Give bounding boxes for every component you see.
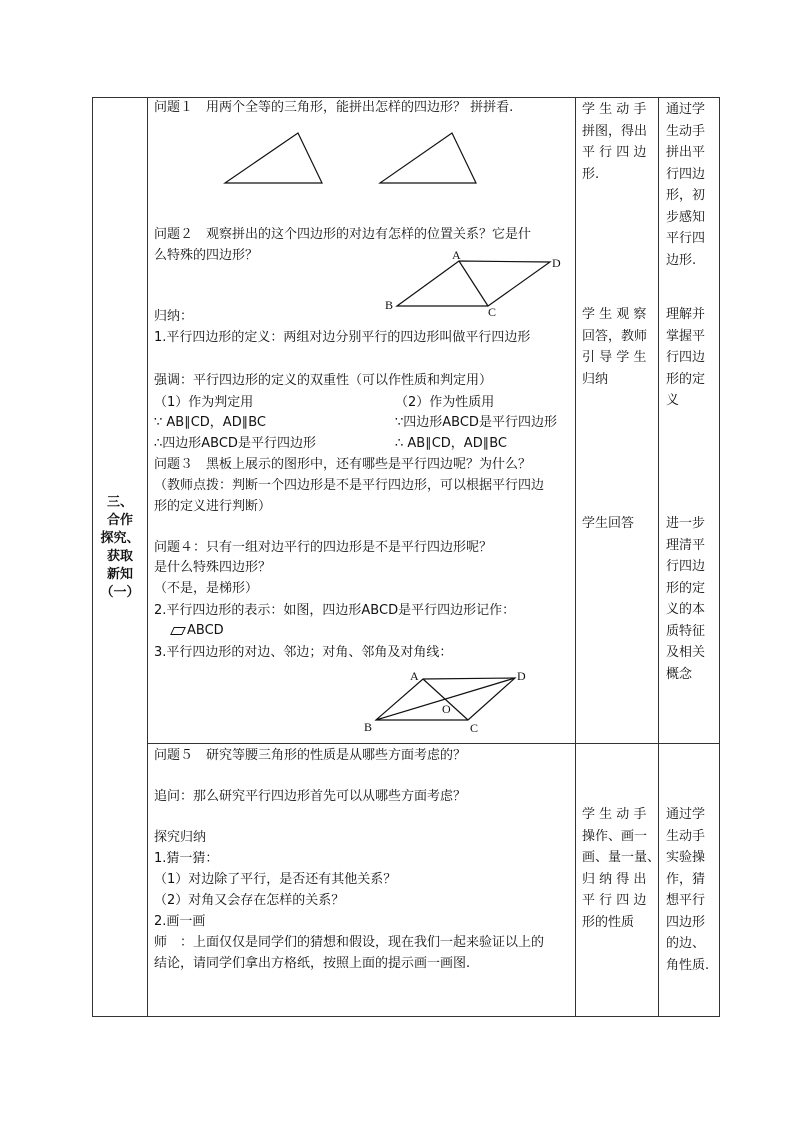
student-activity-line: 归纳	[582, 371, 609, 387]
section-label-line: 三、	[106, 495, 133, 510]
student-activity-line: 归 纳 得 出	[582, 871, 647, 887]
design-intent-line: 角性质.	[666, 957, 710, 973]
property-use-given: ∵四边形ABCD是平行四边形	[395, 415, 557, 430]
design-intent-line: 掌握平	[666, 328, 706, 344]
problem-3-line3: 形的定义进行判断）	[154, 499, 272, 514]
guess-question-1: （1）对边除了平行，是否还有其他关系？	[154, 872, 397, 887]
student-activity-line: 平 行 四 边	[582, 145, 647, 160]
problem-5: 问题５ 研究等腰三角形的性质是从哪些方面考虑的？	[154, 748, 467, 763]
design-intent-line: 通过学	[666, 807, 706, 822]
section-label-line: （一）	[100, 585, 140, 600]
design-intent-line: 行四边	[666, 559, 706, 574]
problem-3-line2: （教师点拨：判断一个四边形是不是平行四边形，可以根据平行四边	[154, 478, 545, 493]
guess-title: 1.猜一猜：	[154, 851, 219, 866]
section-label-line: 获取	[106, 549, 133, 564]
problem-3-line1: 问题３ 黑板上展示的图形中，还有哪些是平行四边呢？为什么？	[154, 457, 532, 472]
vertex-label-b: B	[364, 720, 373, 734]
design-intent-line: 理解并	[666, 307, 706, 322]
design-intent-3	[666, 513, 705, 685]
student-activity-1	[582, 99, 647, 185]
explore-title: 探究归纳	[154, 830, 207, 845]
design-intent-line: 作，猜	[666, 871, 706, 887]
design-intent-line: 行四边	[666, 350, 706, 365]
student-activity-4	[582, 804, 660, 933]
section-label-line: 新知	[106, 567, 133, 582]
center-label-o: O	[442, 702, 451, 716]
design-intent-line: 拼出平	[666, 145, 706, 160]
judge-use-title: （1）作为判定用	[154, 395, 254, 410]
notation-line: 2.平行四边形的表示：如图，四边形ABCD是平行四边形记作：	[154, 603, 516, 618]
property-use-title: （2）作为性质用	[395, 395, 495, 410]
teacher-line-2: 结论，请同学们拿出方格纸，按照上面的提示画一画图.	[154, 956, 471, 971]
student-activity-line: 学 生 动 手	[582, 807, 647, 822]
design-intent-line: 义的本	[666, 602, 706, 617]
notation-symbol: ABCD	[187, 623, 224, 638]
follow-up-question: 追问：那么研究平行四边形首先可以从哪些方面考虑？	[154, 789, 467, 804]
design-intent-line: 实验操	[666, 850, 706, 865]
guess-question-2: （2）对角又会存在怎样的关系？	[154, 893, 345, 908]
design-intent-line: 通过学	[666, 102, 706, 117]
problem-2-line2: 么特殊的四边形？	[154, 248, 259, 263]
student-activity-line: 回答，教师	[582, 328, 648, 344]
design-intent-line: 理清平	[666, 537, 706, 553]
design-intent-line: 形的定	[666, 580, 706, 596]
section-label-line: 合作	[106, 513, 133, 528]
student-activity-line: 画、量一量、	[582, 850, 661, 865]
student-activity-3	[582, 513, 634, 535]
student-activity-line: 平 行 四 边	[582, 893, 647, 908]
vertex-label-b: B	[385, 298, 394, 312]
problem-2-line1: 问题２ 观察拼出的这个四边形的对边有怎样的位置关系？它是什	[154, 227, 532, 242]
problem-4-line2: 是什么特殊四边形？	[154, 560, 272, 575]
design-intent-line: 生动手	[666, 123, 706, 139]
student-activity-line: 形的性质	[582, 914, 635, 930]
vertex-label-a: A	[410, 669, 419, 683]
design-intent-1	[666, 99, 705, 271]
vertex-label-c: C	[470, 721, 479, 735]
section-label-line: 探究、	[100, 531, 140, 546]
summary-title: 归纳：	[154, 309, 194, 324]
design-intent-line: 形的定	[666, 371, 706, 387]
design-intent-line: 的边、	[666, 936, 706, 951]
student-activity-line: 学 生 观 察	[582, 307, 647, 322]
student-activity-2	[582, 304, 647, 390]
design-intent-line: 义	[666, 393, 680, 408]
design-intent-line: 想平行	[666, 893, 706, 908]
design-intent-line: 质特征	[666, 623, 706, 639]
definition: 1.平行四边形的定义：两组对边分别平行的四边形叫做平行四边形	[154, 330, 531, 345]
design-intent-line: 平行四	[666, 231, 706, 246]
elements-line: 3.平行四边形的对边、邻边；对角、邻角及对角线：	[154, 645, 453, 660]
student-activity-line: 拼图，得出	[582, 123, 648, 139]
design-intent-line: 边形.	[666, 252, 697, 268]
student-activity-line: 引 导 学 生	[582, 350, 647, 365]
design-intent-line: 生动手	[666, 828, 706, 844]
design-intent-line: 步感知	[666, 209, 706, 225]
design-intent-line: 四边形	[666, 914, 706, 930]
judge-use-conclusion: ∴四边形ABCD是平行四边形	[154, 436, 316, 451]
design-intent-2	[666, 304, 705, 412]
draw-title: 2.画一画	[154, 914, 206, 929]
design-intent-line: 进一步	[666, 516, 706, 531]
vertex-label-d: D	[552, 256, 561, 270]
design-intent-4	[666, 804, 709, 976]
problem-1: 问题１ 用两个全等的三角形，能拼出怎样的四边形？ 拼拼看.	[154, 100, 514, 115]
judge-use-given: ∵ AB∥CD，AD∥BC	[154, 415, 266, 430]
problem-4-answer: （不是，是梯形）	[154, 581, 259, 596]
property-use-conclusion: ∴ AB∥CD，AD∥BC	[395, 436, 507, 451]
design-intent-line: 概念	[666, 666, 693, 682]
problem-4-line1: 问题４：只有一组对边平行的四边形是不是平行四边形呢？	[154, 540, 493, 555]
vertex-label-a: A	[452, 248, 461, 262]
vertex-label-c: C	[488, 305, 497, 319]
student-activity-line: 操作、画一	[582, 828, 648, 844]
design-intent-line: 及相关	[666, 645, 706, 660]
vertex-label-d: D	[517, 669, 526, 683]
design-intent-line: 行四边	[666, 166, 706, 182]
student-activity-line: 形.	[582, 166, 600, 182]
student-activity-line: 学 生 动 手	[582, 102, 647, 117]
emphasis: 强调：平行四边形的定义的双重性（可以作性质和判定用）	[154, 373, 493, 388]
teacher-line-1: 师 ：上面仅仅是同学们的猜想和假设，现在我们一起来验证以上的	[154, 935, 545, 950]
student-activity-line: 学生回答	[582, 516, 635, 531]
design-intent-line: 形，初	[666, 188, 706, 203]
